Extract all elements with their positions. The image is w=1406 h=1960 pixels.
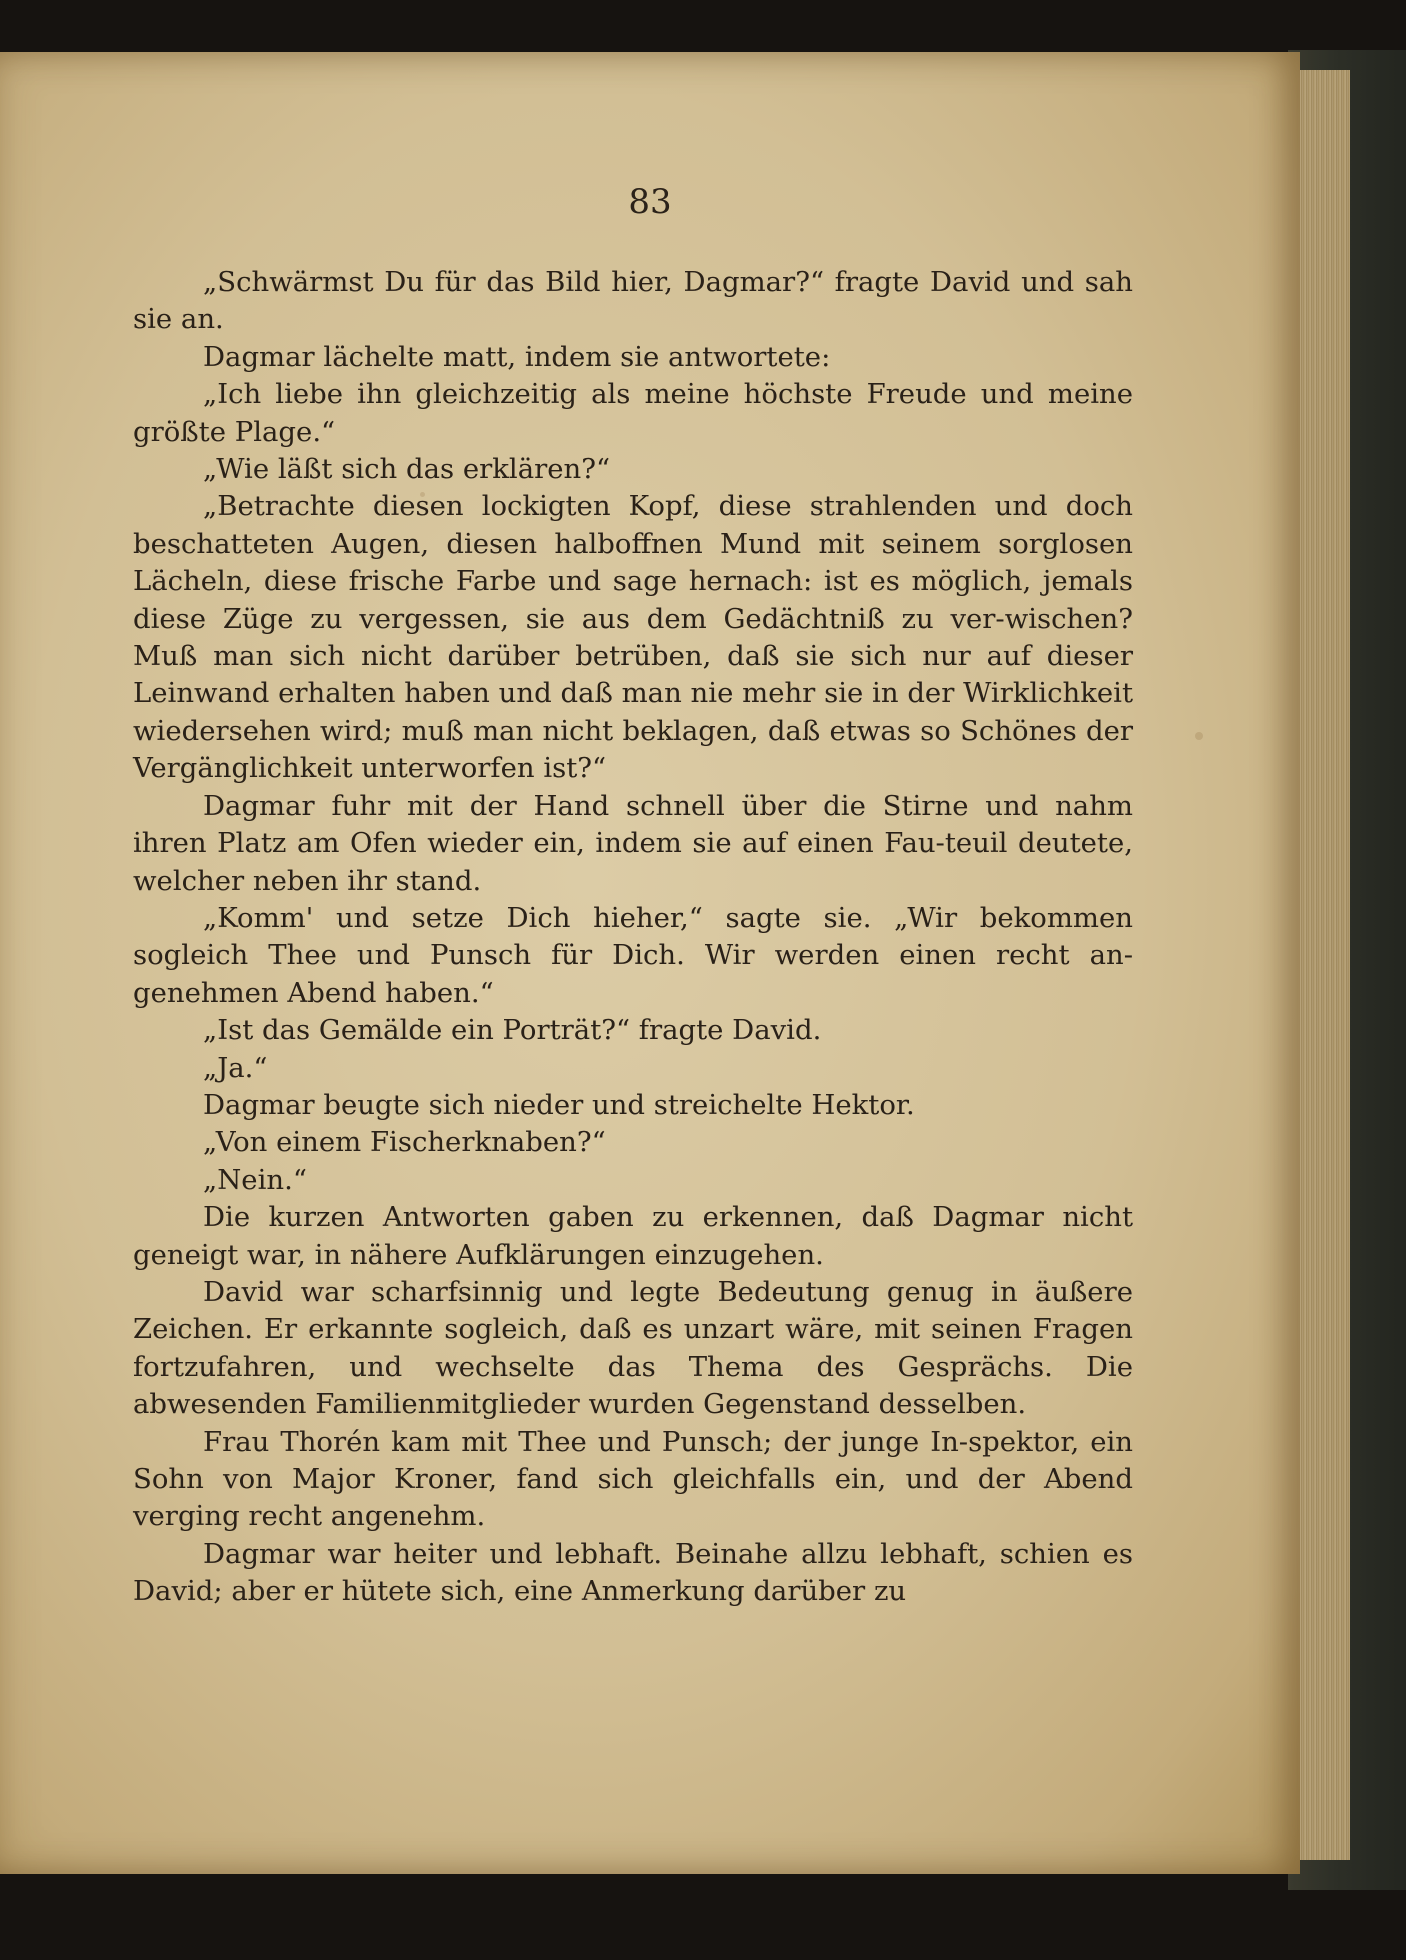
paragraph: David war scharfsinnig und legte Bedeutung genug in äußere Zeichen. Er erkannte sogleich, daß es unzart wäre, mit seinen Fragen fortzufahren, und wechselte das Thema des Gesprächs. Die abwesenden Familienmitglieder wurden Gegenstand desselben. (133, 1275, 1133, 1421)
paragraph: Dagmar war heiter und lebhaft. Beinahe allzu lebhaft, schien es David; aber er hütete sich, eine Anmerkung darüber zu (133, 1537, 1133, 1608)
paragraph: „Ich liebe ihn gleichzeitig als meine höchste Freude und meine größte Plage.“ (133, 378, 1133, 448)
paragraph: Dagmar fuhr mit der Hand schnell über die Stirne und nahm ihren Platz am Ofen wieder ein, indem sie auf einen Fau-teuil deutete, welcher neben ihr stand. (133, 789, 1133, 897)
paragraph: „Ist das Gemälde ein Porträt?“ fragte David. (203, 1014, 822, 1047)
paragraph: „Nein.“ (203, 1163, 307, 1196)
page-header (0, 182, 1300, 222)
paper-stain (1195, 732, 1203, 740)
paragraph: „Betrachte diesen lockigten Kopf, diese strahlenden und doch beschatteten Augen, diesen halboffnen Mund mit seinem sorglosen Lächeln, diese frische Farbe und sage hernach: ist es möglich, jemals diese Züge zu vergessen, sie aus dem Gedächtniß zu ver-wischen? Muß man sich nicht darüber betrüben, daß sie sich nur auf dieser Leinwand erhalten haben und daß man nie mehr sie in der Wirklichkeit wiedersehen wird; muß man nicht beklagen, daß etwas so Schönes der Vergänglichkeit unterworfen ist?“ (133, 490, 1133, 785)
book-page (0, 52, 1300, 1874)
paragraph: Dagmar lächelte matt, indem sie antwortete: (203, 340, 831, 373)
paragraph: Frau Thorén kam mit Thee und Punsch; der junge In-spektor, ein Sohn von Major Kroner, fand sich gleichfalls ein, und der Abend verging recht angenehm. (133, 1425, 1133, 1533)
paragraph: „Komm' und setze Dich hieher,“ sagte sie. „Wir bekommen sogleich Thee und Punsch für Dich. Wir werden einen recht an-genehmen Abend haben.“ (133, 901, 1133, 1009)
page-edges (1292, 70, 1350, 1860)
paragraph: „Wie läßt sich das erklären?“ (203, 453, 611, 486)
paragraph: Die kurzen Antworten gaben zu erkennen, daß Dagmar nicht geneigt war, in nähere Aufklärungen einzugehen. (133, 1201, 1133, 1271)
paragraph: „Schwärmst Du für das Bild hier, Dagmar?“ fragte David und sah sie an. (133, 266, 1133, 336)
paragraph: „Von einem Fischerknaben?“ (203, 1126, 606, 1159)
page-number: 83 (628, 182, 672, 222)
paragraph: Dagmar beugte sich nieder und streichelte Hektor. (203, 1088, 915, 1121)
paragraph: „Ja.“ (203, 1051, 268, 1084)
body-text (133, 264, 1133, 1611)
